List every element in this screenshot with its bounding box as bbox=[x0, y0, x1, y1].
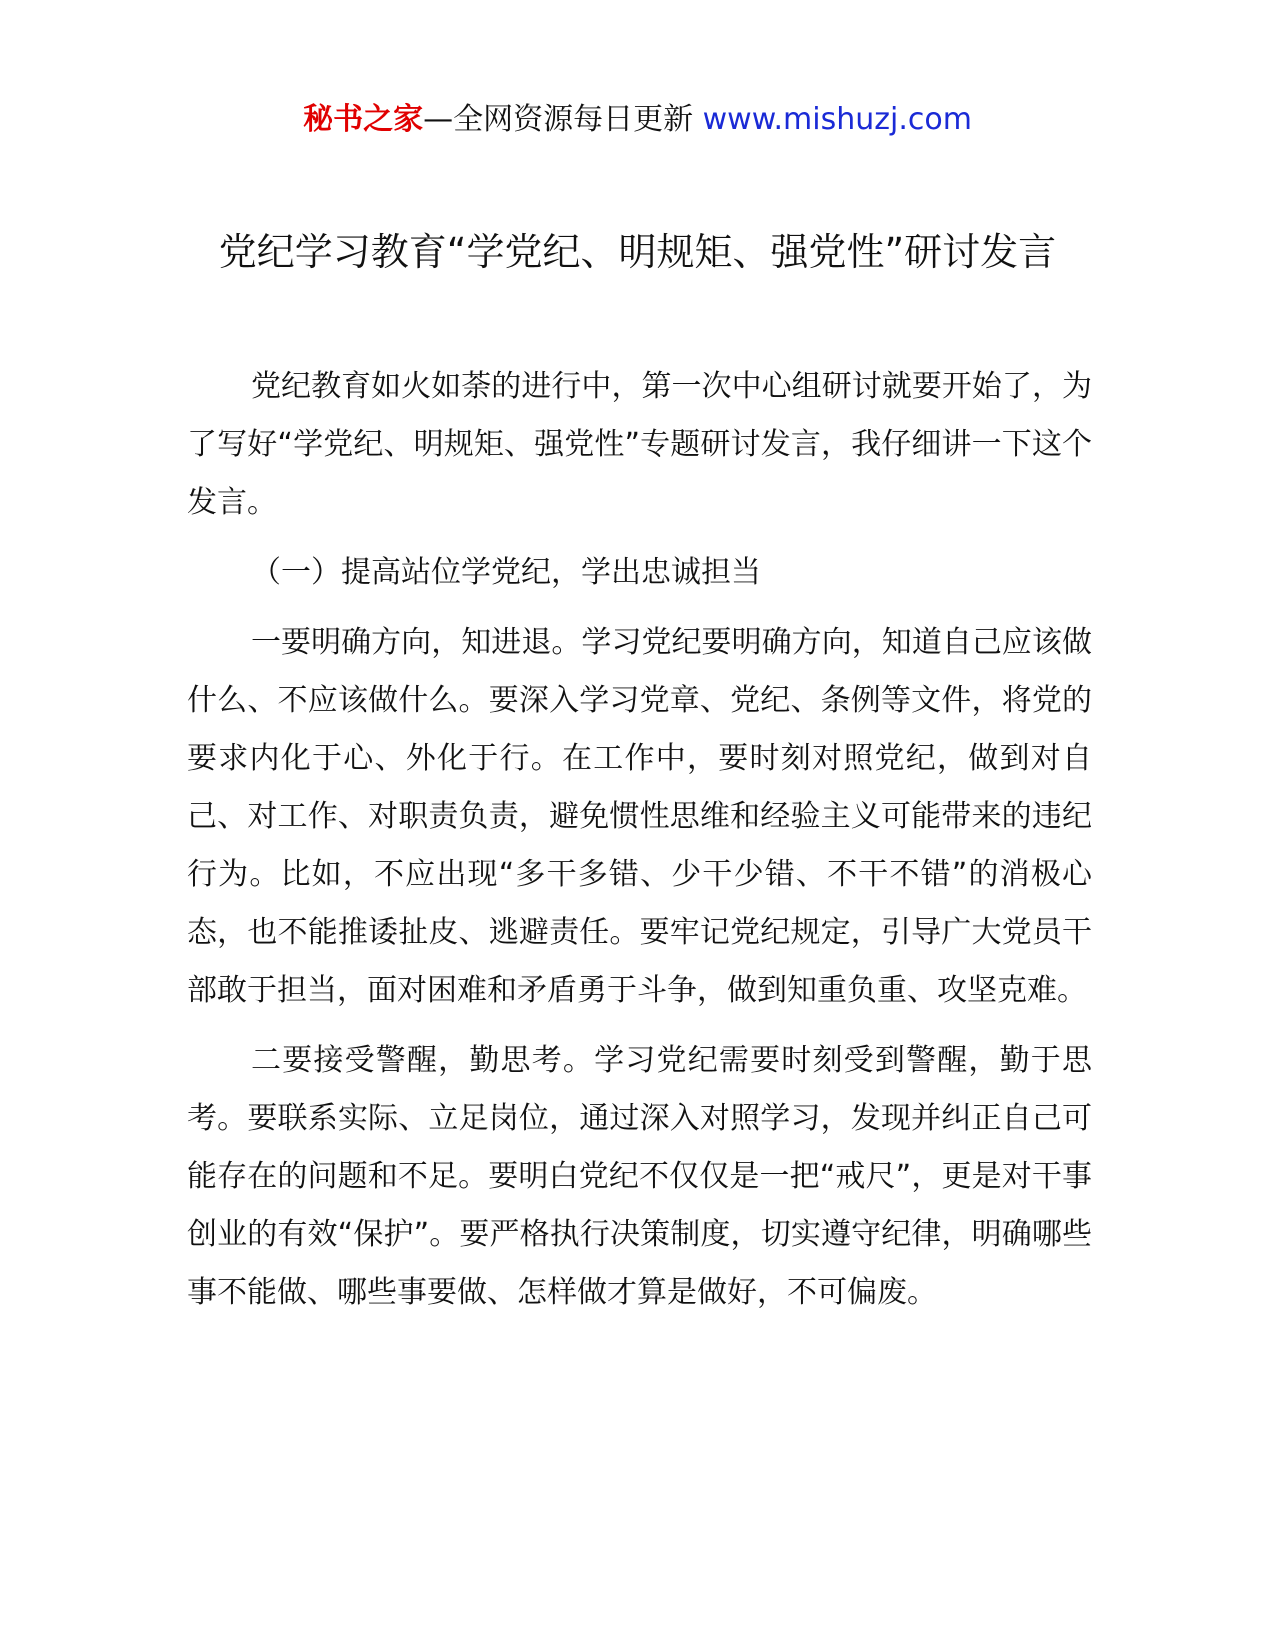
section-heading: （一）提高站位学党纪，学出忠诚担当 bbox=[251, 555, 761, 590]
header-tagline: —全网资源每日更新 bbox=[423, 102, 694, 137]
document-title: 党纪学习教育“学党纪、明规矩、强党性”研讨发言 bbox=[218, 230, 1057, 274]
site-url-link[interactable]: www.mishuzj.com bbox=[702, 102, 972, 137]
brand-name: 秘书之家 bbox=[303, 102, 424, 137]
document-body bbox=[187, 358, 1092, 1334]
site-header bbox=[0, 100, 1275, 140]
body-paragraph-2: 二要接受警醒，勤思考。学习党纪需要时刻受到警醒，勤于思考。要联系实际、立足岗位，通过深入对照学习，发现并纠正自己可能存在的问题和不足。要明白党纪不仅仅是一把“戒尺”，更是对干事创业的有效“保护”。要严格执行决策制度，切实遵守纪律，明确哪些事不能做、哪些事要做、怎样做才算是做好，不可偏废。 bbox=[187, 1043, 1092, 1310]
body-paragraph-1: 一要明确方向，知进退。学习党纪要明确方向，知道自己应该做什么、不应该做什么。要深入学习党章、党纪、条例等文件，将党的要求内化于心、外化于行。在工作中，要时刻对照党纪，做到对自己、对工作、对职责负责，避免惯性思维和经验主义可能带来的违纪行为。比如，不应出现“多干多错、少干少错、不干不错”的消极心态，也不能推诿扯皮、逃避责任。要牢记党纪规定，引导广大党员干部敢于担当，面对困难和矛盾勇于斗争，做到知重负重、攻坚克难。 bbox=[187, 625, 1092, 1008]
intro-paragraph: 党纪教育如火如荼的进行中，第一次中心组研讨就要开始了，为了写好“学党纪、明规矩、强党性”专题研讨发言，我仔细讲一下这个发言。 bbox=[187, 369, 1092, 520]
